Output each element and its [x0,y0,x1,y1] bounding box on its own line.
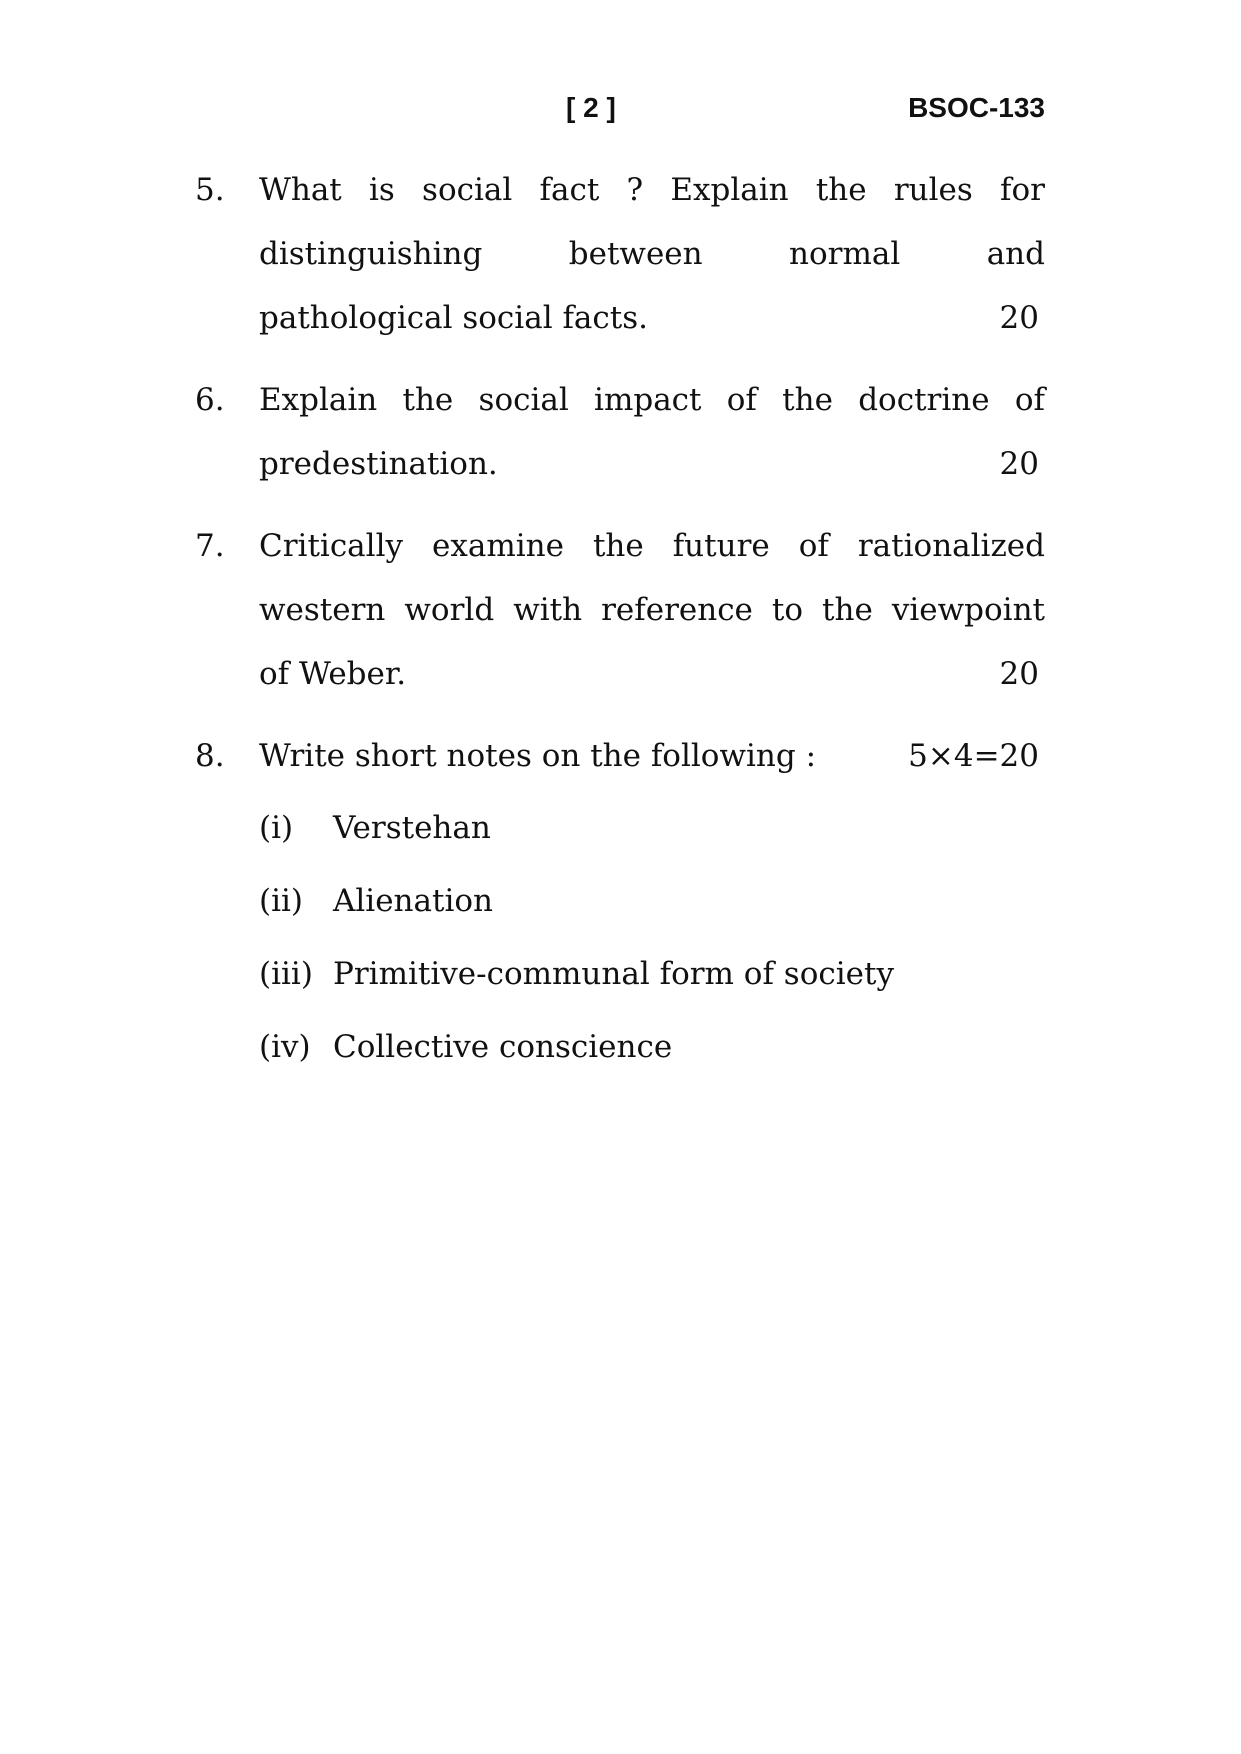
question-text: Write short notes on the following : [259,738,817,774]
subpart-text: Alienation [333,883,494,919]
subpart-number: (i) [259,810,294,846]
page-number: [ 2 ] [566,92,616,123]
question-marks: 20 [999,300,1039,336]
subpart-ii [259,869,1045,942]
paper-code: BSOC-133 [908,92,1045,123]
question-marks: 5×4=20 [908,738,1039,774]
question-text: Critically examine the future of rationalized western world with reference to the viewpoint [259,528,1045,628]
subpart-list [259,796,1045,1088]
question-text-end: predestination. [259,446,498,482]
question-8 [195,724,1045,1088]
question-text-end: pathological social facts. [259,300,648,336]
question-5 [195,158,1045,350]
question-number: 8. [195,738,225,774]
subpart-number: (iv) [259,1029,311,1065]
question-6 [195,368,1045,496]
question-text-end: of Weber. [259,656,407,692]
subpart-text: Primitive-communal form of society [333,956,894,992]
subpart-text: Verstehan [333,810,491,846]
question-text: Explain the social impact of the doctrine of [259,382,1045,418]
question-marks: 20 [999,446,1039,482]
question-list [195,158,1045,1106]
question-number: 6. [195,382,225,418]
question-number: 7. [195,528,225,564]
subpart-iii [259,942,1045,1015]
question-number: 5. [195,172,225,208]
question-marks: 20 [999,656,1039,692]
subpart-number: (ii) [259,883,304,919]
subpart-iv [259,1015,1045,1088]
subpart-i [259,796,1045,869]
subpart-text: Collective conscience [333,1029,673,1065]
question-text: What is social fact ? Explain the rules for distinguishing between normal and [259,172,1045,272]
question-7 [195,514,1045,706]
subpart-number: (iii) [259,956,313,992]
